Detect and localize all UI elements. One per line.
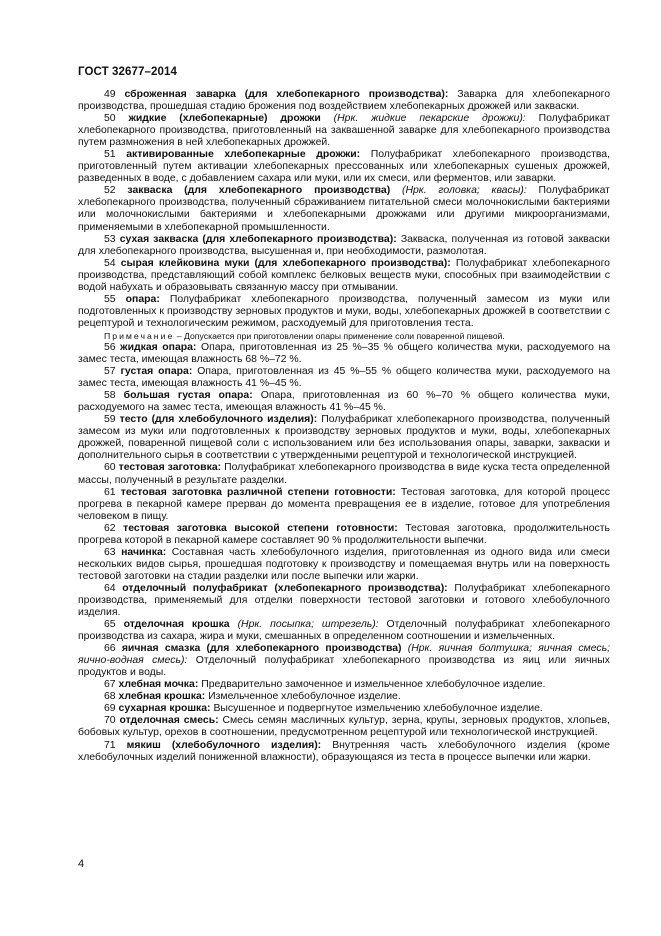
note: Примечание – Допускается при приготовлении опары применение соли поваренной пищевой. xyxy=(104,330,505,341)
entry-68: 68 хлебная крошка: Измельченное хлебобулочное изделие. xyxy=(104,691,401,703)
entry-59: 59 тесто (для хлебобулочного изделия): Полуфабрикат хлебопекарного производства, полученный замесом из муки или подготовленных к производству зерновых продуктов и муки, воды, хлебопекарных дрожжей, поваренной пищевой соли с использованием или без использования опары, заварки, закваски и дополнительного сырья в соответствии с утвержденными рецептурой и технологической инструкцией. xyxy=(78,414,611,462)
entry-53: 53 сухая закваска (для хлебопекарного производства): Закваска, полученная из готовой закваски для хлебопекарного производства, высушенная и, при необходимости, размолотая. xyxy=(78,233,610,257)
entry-49: 49 сброженная заварка (для хлебопекарного производства): Заварка для хлебопекарного производства, прошедшая стадию брожения под воздействием хлебопекарных дрожжей или закваски. xyxy=(78,89,611,113)
entry-65: 65 отделочная крошка (Нрк. посыпка; штрезель): Отделочный полуфабрикат хлебопекарного производства из сахара, жира и муки, смешанных в определенном соотношении и измельченных. xyxy=(78,619,611,643)
entry-51: 51 активированные хлебопекарные дрожжи: Полуфабрикат хлебопекарного производства, приготовленный путем активации хлебопекарных прессованных или хлебопекарных сушеных дрожжей, разведенных в воде, с добавлением сахара или муки, или их смеси, или ферментов, или заварки. xyxy=(78,149,610,185)
entry-63: 63 начинка: Составная часть хлебобулочного изделия, приготовленная из одного вида или смеси нескольких видов сырья, прошедшая подготовку к производству и помещаемая внутрь или на поверхность тестовой заготовки на стадии разделки или после выпечки или жарки. xyxy=(78,546,611,582)
entry-55: 55 опара: Полуфабрикат хлебопекарного производства, полученный замесом из муки или подготовленных к производству зерновых продуктов и муки, воды, хлебопекарных дрожжей в соответствии с рецептурой и технологическим режимом, расходуемый для приготовления теста. xyxy=(78,293,610,329)
entry-54: 54 сырая клейковина муки (для хлебопекарного производства): Полуфабрикат хлебопекарного производства, представляющий собой комплекс белковых веществ муки, способных при взаимодействии с водой набухать и образовывать связанную массу при отмывании. xyxy=(78,257,610,293)
entry-67: 67 хлебная мочка: Предварительно замоченное и измельченное хлебобулочное изделие. xyxy=(104,679,546,691)
entry-61: 61 тестовая заготовка различной степени готовности: Тестовая заготовка, для которой процесс прогрева в пекарной камере прерван до момента превращения ее в изделие, готовое для употребления человеком в пищу. xyxy=(78,486,610,522)
entry-70: 70 отделочная смесь: Смесь семян масличных культур, зерна, крупы, зерновых продуктов, хлопьев, бобовых культур, орехов в соотношении, предусмотренном рецептурой или технологической инструкцией. xyxy=(78,715,610,739)
entry-64: 64 отделочный полуфабрикат (хлебопекарного производства): Полуфабрикат хлебопекарного производства, применяемый для отделки поверхности тестовой заготовки и готового хлебобулочного изделия. xyxy=(78,582,611,619)
entry-50: 50 жидкие (хлебопекарные) дрожжи (Нрк. жидкие пекарские дрожжи): Полуфабрикат хлебопекарного производства, приготовленный на заквашенной заварке для хлебопекарного производства путем размножения в ней хлебопекарных дрожжей. xyxy=(78,113,610,149)
entry-56: 56 жидкая опара: Опара, приготовленная из 25 %–35 % общего количества муки, расходуемого на замес теста, имеющая влажность 68 %–72 %. xyxy=(78,341,611,366)
entry-58: 58 большая густая опара: Опара, приготовленная из 60 %–70 % общего количества муки, расходуемого на замес теста, имеющая влажность 41 %–45 %. xyxy=(78,390,611,414)
document-body xyxy=(78,89,610,764)
entry-71: 71 мякиш (хлебобулочного изделия): Внутренняя часть хлебобулочного изделия (кроме хлебобулочных изделий пониженной влажности), образующаяся из теста в процессе выпечки или жарки. xyxy=(78,739,610,763)
entry-69: 69 сухарная крошка: Высушенное и подвергнутое измельчению хлебобулочное изделие. xyxy=(104,703,543,715)
page-number: 4 xyxy=(78,858,85,870)
entry-66: 66 яичная смазка (для хлебопекарного производства) (Нрк. яичная болтушка; яичная смесь; яично-водная смесь): Отделочный полуфабрикат хлебопекарного производства из яиц или яичных продуктов и воды. xyxy=(78,643,611,679)
entry-62: 62 тестовая заготовка высокой степени готовности: Тестовая заготовка, продолжительность прогрева которой в пекарной камере составляет 90 % продолжительности выпечки. xyxy=(78,522,610,546)
entry-57: 57 густая опара: Опара, приготовленная из 45 %–55 % общего количества муки, расходуемого на замес теста, имеющая влажность 41 %–45 %. xyxy=(78,366,611,390)
entry-52: 52 закваска (для хлебопекарного производства) (Нрк. головка; квасы): Полуфабрикат хлебопекарного производства, полученный сбраживанием питательной смеси молочнокислыми бактериями или молочнокислыми бактериями и хлебопекарными дрожжами или другими микроорганизмами, применяемыми в хлебопекарной промышленности. xyxy=(78,185,610,233)
entry-60: 60 тестовая заготовка: Полуфабрикат хлебопекарного производства в виде куска теста определенной массы, полученный в результате разделки. xyxy=(78,462,610,486)
document-header: ГОСТ 32677–2014 xyxy=(78,66,178,78)
